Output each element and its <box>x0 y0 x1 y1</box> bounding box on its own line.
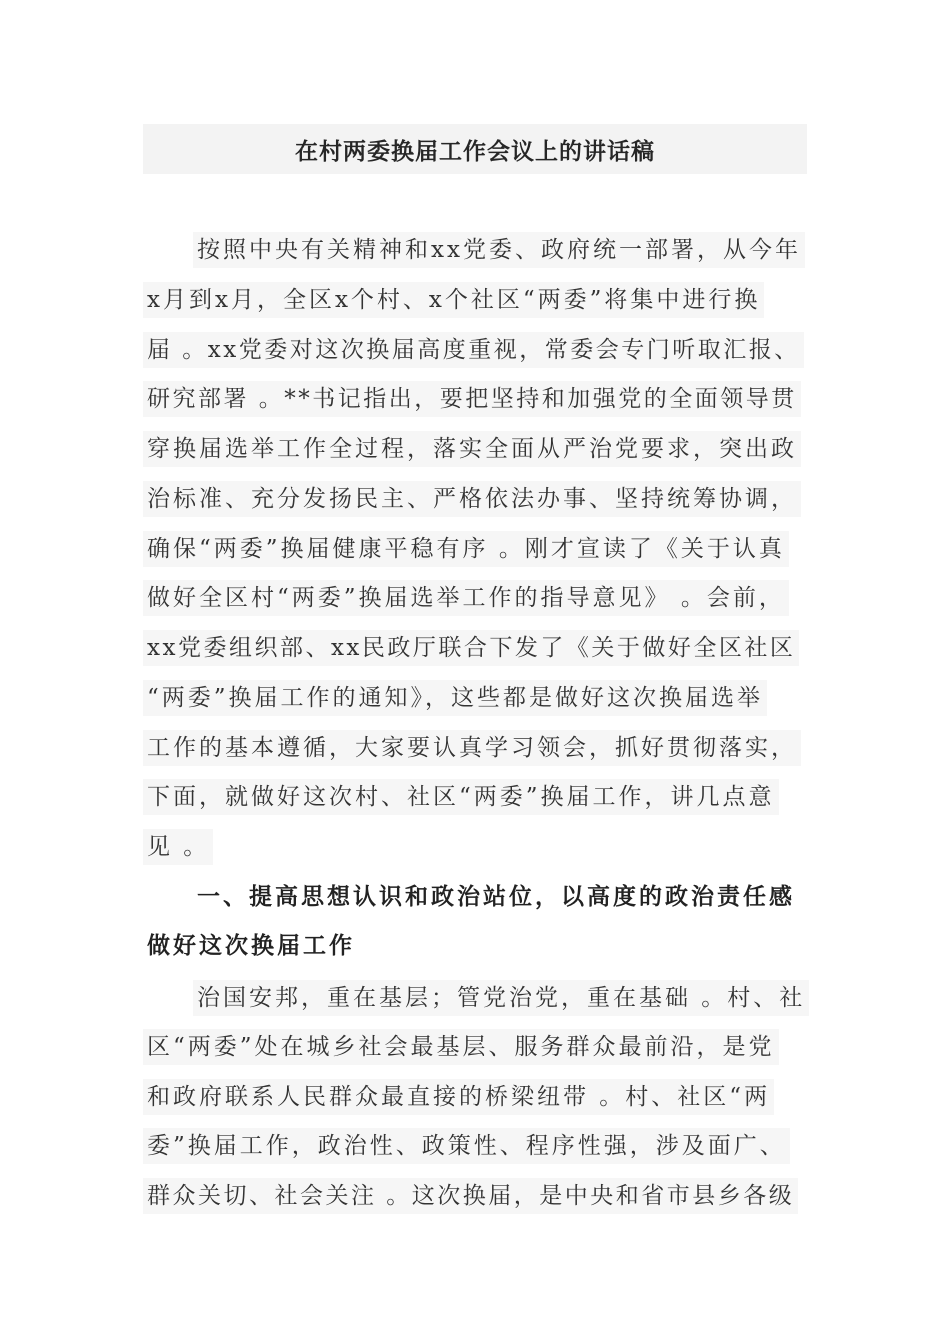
paragraph-line: “两委”换届工作的通知》，这些都是做好这次换届选举 <box>143 680 767 716</box>
paragraph-line: 穿换届选举工作全过程，落实全面从严治党要求，突出政 <box>143 431 801 467</box>
paragraph-line: 工作的基本遵循，大家要认真学习领会，抓好贯彻落实， <box>143 730 801 766</box>
paragraph-line: 委”换届工作，政治性、政策性、程序性强，涉及面广、 <box>143 1128 790 1164</box>
title-bar <box>143 124 807 174</box>
paragraph-line: 届 。xx党委对这次换届高度重视，常委会专门听取汇报、 <box>143 332 804 368</box>
paragraph-line: 确保“两委”换届健康平稳有序 。刚才宣读了《关于认真 <box>143 531 789 567</box>
document-title: 在村两委换届工作会议上的讲话稿 <box>295 138 655 165</box>
paragraph-line: 群众关切、社会关注 。这次换届，是中央和省市县乡各级 <box>143 1178 798 1214</box>
paragraph-line: 按照中央有关精神和xx党委、政府统一部署，从今年 <box>193 232 805 268</box>
paragraph-line: 见 。 <box>143 829 213 865</box>
paragraph-line: 治标准、充分发扬民主、严格依法办事、坚持统筹协调， <box>143 481 801 517</box>
paragraph-line: xx党委组织部、xx民政厅联合下发了《关于做好全区社区 <box>143 630 799 666</box>
paragraph-line: 下面，就做好这次村、社区“两委”换届工作，讲几点意 <box>143 779 779 815</box>
paragraph-line: 区“两委”处在城乡社会最基层、服务群众最前沿，是党 <box>143 1029 779 1065</box>
paragraph-line: 和政府联系人民群众最直接的桥梁纽带 。村、社区“两 <box>143 1079 774 1115</box>
paragraph-line: 做好全区村“两委”换届选举工作的指导意见》 。会前， <box>143 580 789 616</box>
paragraph-line: x月到x月，全区x个村、x个社区“两委”将集中进行换 <box>143 282 764 318</box>
section-heading-line: 一、提高思想认识和政治站位，以高度的政治责任感 <box>197 884 795 910</box>
section-heading-line: 做好这次换届工作 <box>147 933 355 959</box>
paragraph-line: 治国安邦，重在基层；管党治党，重在基础 。村、社 <box>193 980 809 1016</box>
paragraph-line: 研究部署 。**书记指出，要把坚持和加强党的全面领导贯 <box>143 381 801 417</box>
